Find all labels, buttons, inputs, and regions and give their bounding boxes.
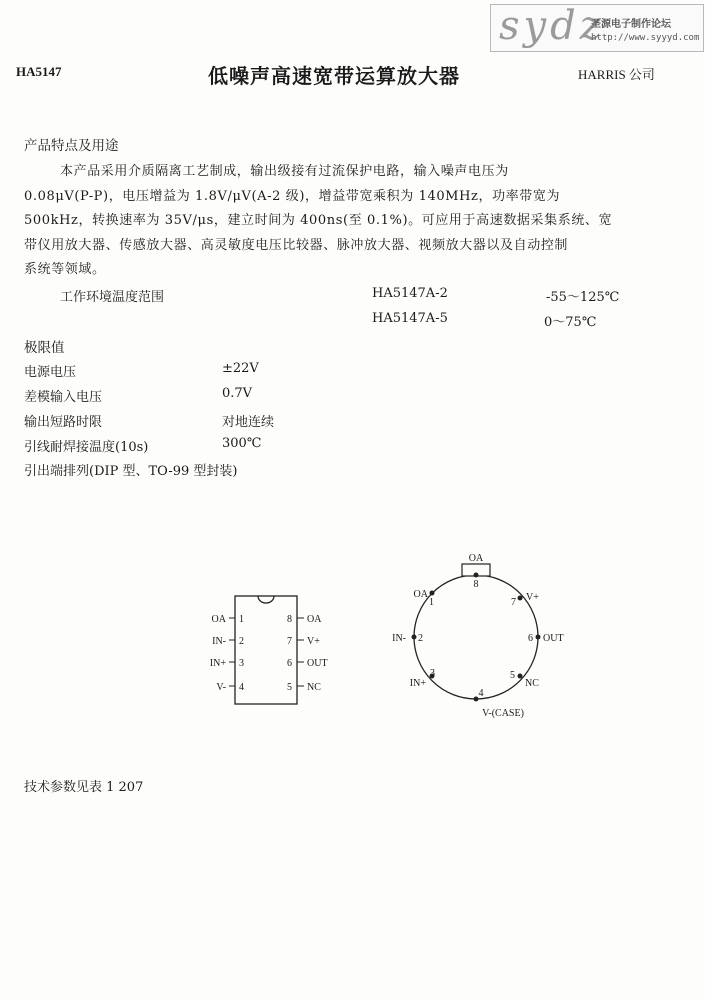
dip-pin-number: 7 (287, 636, 292, 647)
dip-pin-name: OA (307, 614, 322, 625)
dip-pin-name: IN- (212, 636, 226, 647)
page-title: 低噪声高速宽带运算放大器 (208, 64, 460, 88)
to99-pin-name: IN+ (409, 678, 426, 689)
to99-pin-number: 3 (430, 668, 435, 679)
dip-pin-name: OA (211, 614, 226, 625)
to99-pin-name: OA (413, 589, 428, 600)
limit-value: 300℃ (222, 436, 262, 451)
to99-pin-dot (518, 596, 523, 601)
to99-pin-dot (474, 573, 479, 578)
to99-pin-dot (430, 591, 435, 596)
temp-range: -55～125℃ (546, 290, 620, 305)
to99-pin-name: V-(CASE) (482, 708, 524, 719)
limit-value: ±22V (222, 361, 259, 376)
features-line: 系统等领域。 (24, 262, 106, 277)
dip-pin-number: 3 (239, 658, 244, 669)
limit-value: 对地连续 (222, 415, 275, 430)
dip-pin-name: NC (307, 682, 321, 693)
manufacturer: HARRIS 公司 (578, 67, 655, 82)
temp-part: HA5147A-5 (372, 311, 448, 326)
dip-pin-number: 5 (287, 682, 292, 693)
watermark-url: http://www.syyyd.com (591, 33, 700, 43)
features-heading: 产品特点及用途 (24, 138, 119, 154)
limit-label: 电源电压 (24, 365, 77, 380)
dip-pin-number: 8 (287, 614, 292, 625)
model-number: HA5147 (16, 64, 62, 79)
dip-package-diagram (210, 596, 328, 704)
to99-pin-number: 6 (528, 633, 533, 644)
pinout-label: 引出端排列(DIP 型、TO-99 型封装) (24, 464, 238, 479)
dip-pin-number: 4 (239, 682, 244, 693)
to99-tab-label: OA (468, 553, 484, 564)
features-line: 本产品采用介质隔离工艺制成，输出级接有过流保护电路，输入噪声电压为 (60, 164, 509, 179)
dip-notch (258, 596, 274, 603)
features-line: 0.08μV(P-P)，电压增益为 1.8V/μV(A-2 级)，增益带宽乘积为 140MHz，功率带宽为 (24, 188, 561, 204)
to99-pin-number: 4 (478, 688, 484, 699)
dip-pin-name: OUT (307, 658, 328, 669)
to99-pin-dot (412, 635, 417, 640)
temp-range-label: 工作环境温度范围 (60, 290, 165, 305)
limit-label: 输出短路时限 (24, 415, 103, 430)
limit-label: 差模输入电压 (24, 390, 103, 405)
technical-reference: 技术参数见表 1 207 (24, 780, 144, 795)
limit-label: 引线耐焊接温度(10s) (24, 440, 149, 455)
to99-pin-number: 2 (418, 633, 423, 644)
to99-pin-number: 7 (511, 597, 516, 608)
to99-pin-number: 8 (473, 579, 479, 590)
to99-pin-name: NC (525, 678, 539, 689)
limits-heading: 极限值 (24, 340, 65, 356)
dip-pin-name: IN+ (209, 658, 226, 669)
features-line: 500kHz，转换速率为 35V/μs，建立时间为 400ns(至 0.1%)。可应用于高速数据采集系统、宽 (24, 213, 613, 228)
dip-pin-number: 2 (239, 636, 244, 647)
to99-pin-dot (536, 635, 541, 640)
temp-range: 0～75℃ (544, 315, 597, 330)
dip-pin-name: V- (216, 682, 226, 693)
to99-pin-name: OUT (543, 633, 564, 644)
dip-pin-name: V+ (307, 636, 320, 647)
features-line: 带仪用放大器、传感放大器、高灵敏度电压比较器、脉冲放大器、视频放大器以及自动控制 (24, 237, 569, 253)
watermark-logo: sydz (499, 3, 605, 49)
to99-pin-number: 1 (429, 597, 434, 608)
to99-pin-name: V+ (526, 592, 539, 603)
to99-package-diagram (392, 553, 563, 719)
temp-part: HA5147A-2 (372, 286, 448, 301)
watermark-name: 圣源电子制作论坛 (591, 19, 671, 30)
to99-pin-dot (518, 674, 523, 679)
limit-value: 0.7V (222, 386, 253, 401)
dip-pin-number: 6 (287, 658, 292, 669)
dip-pin-number: 1 (239, 614, 244, 625)
to99-pin-number: 5 (510, 670, 515, 681)
to99-pin-name: IN- (392, 633, 406, 644)
